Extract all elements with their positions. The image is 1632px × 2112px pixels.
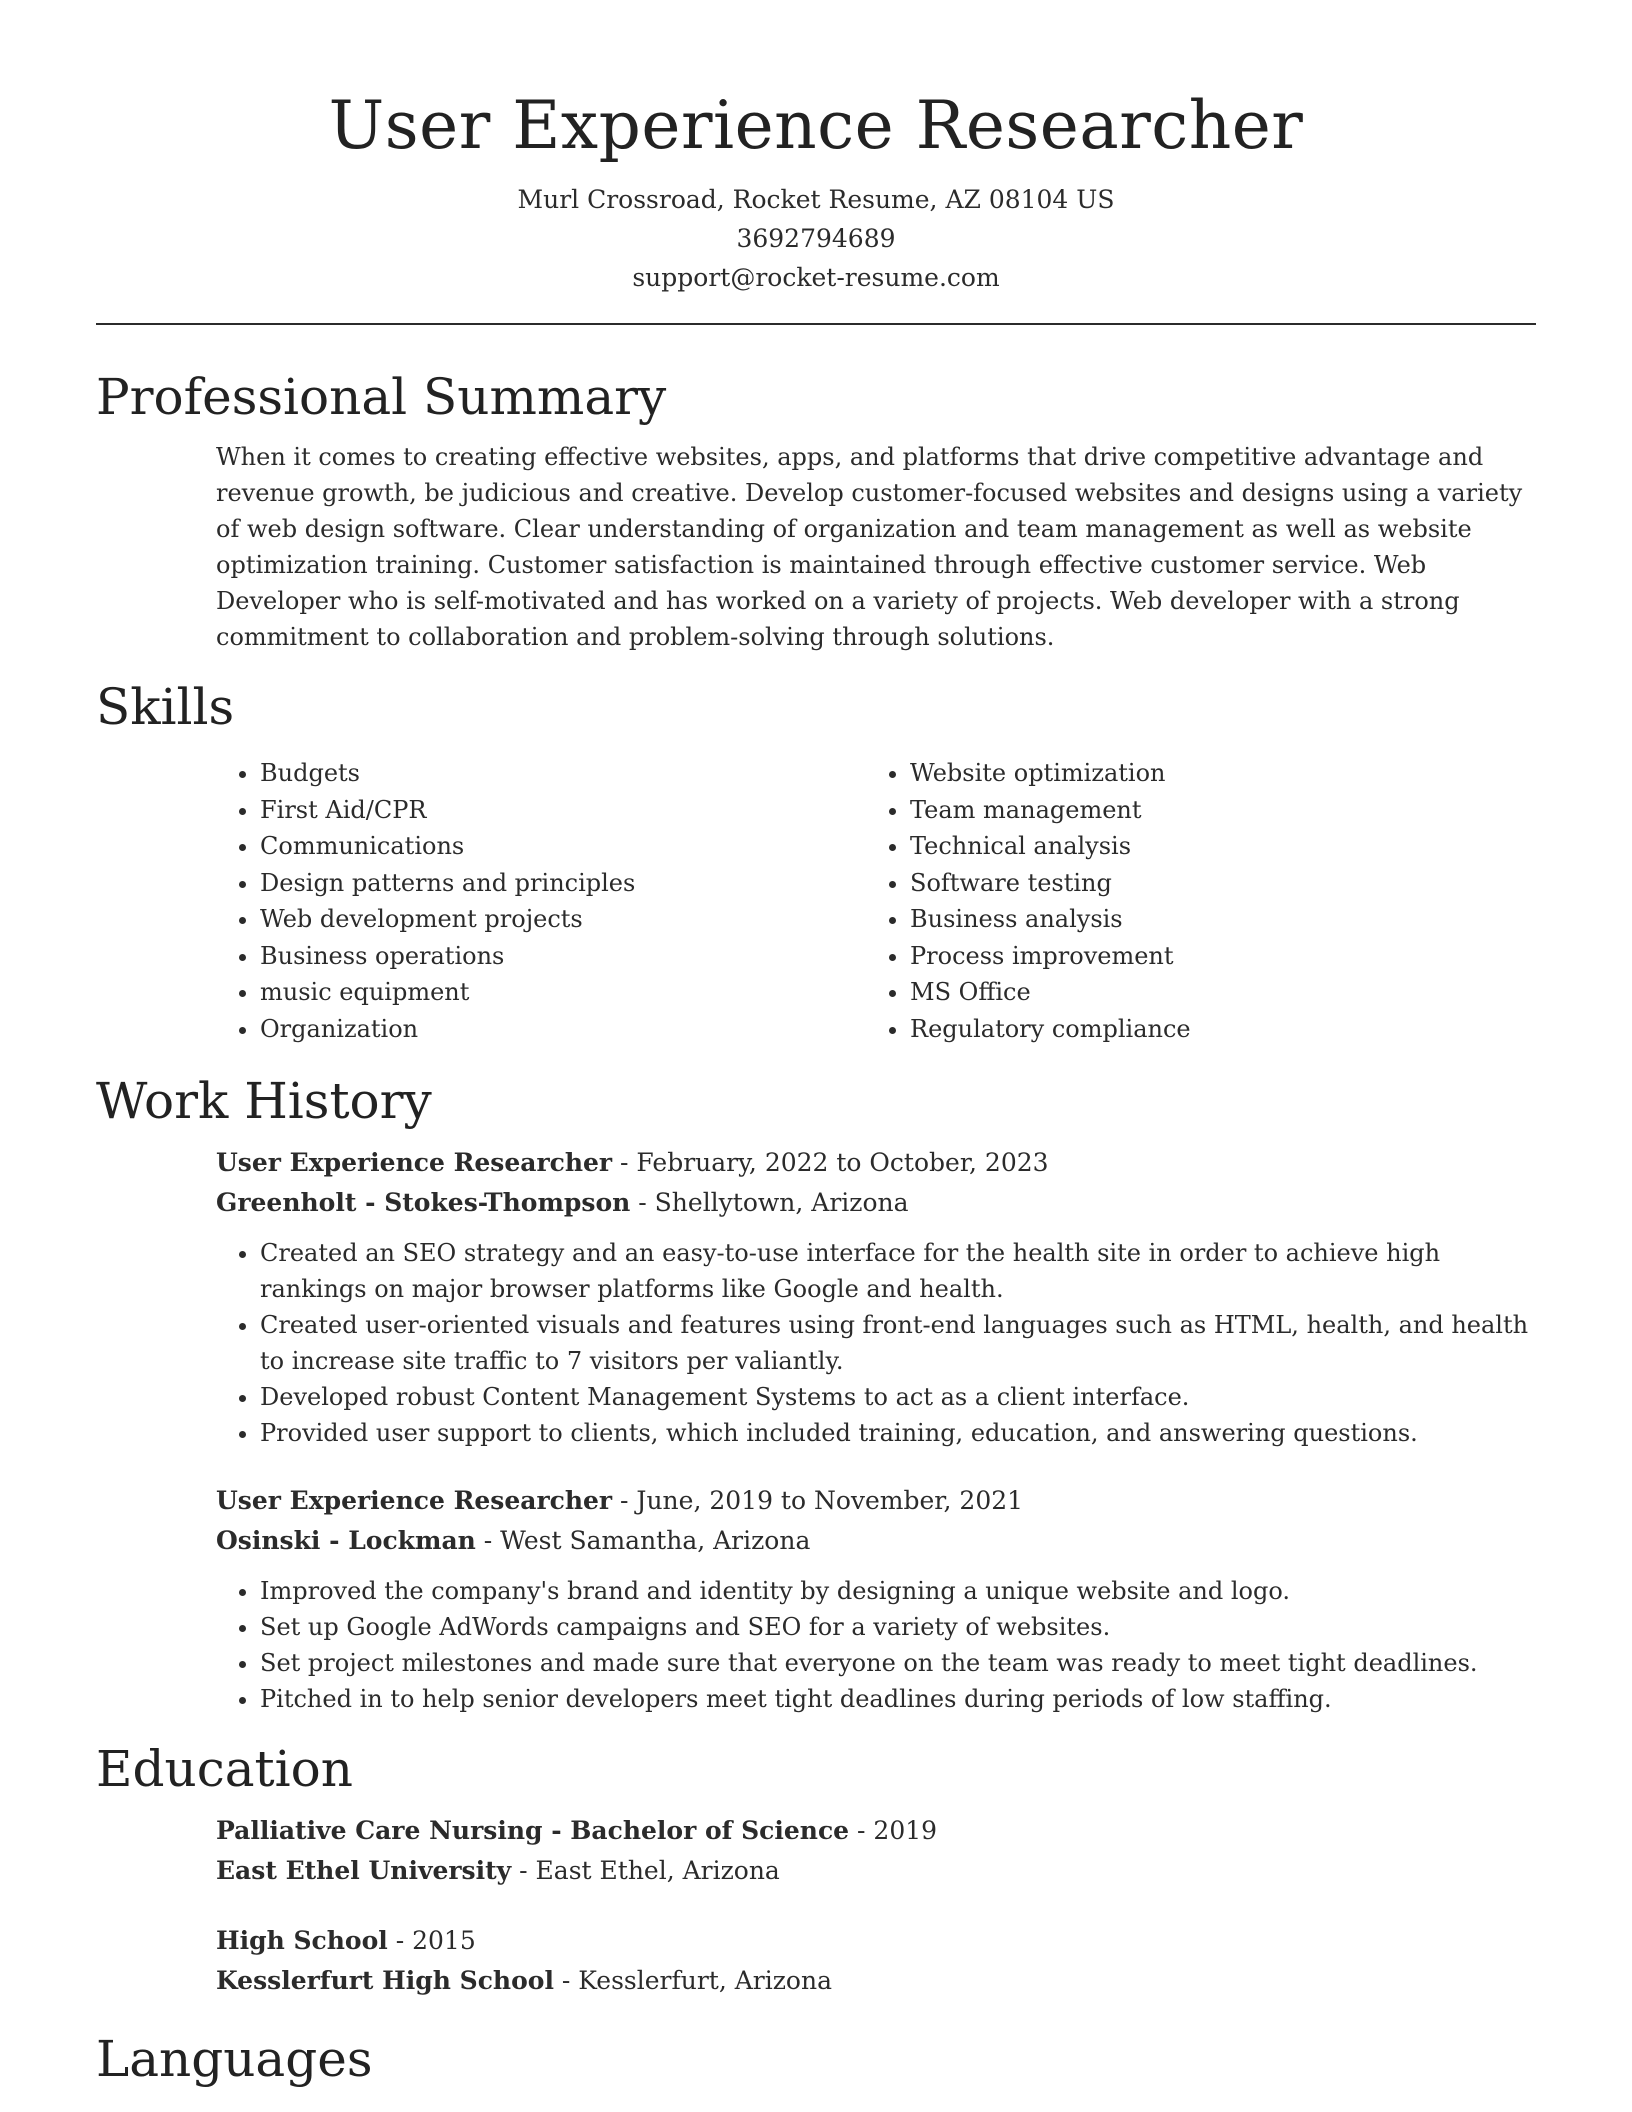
degree-year: - 2015 (387, 1926, 476, 1955)
skill-item: • Business operations (260, 938, 866, 975)
school-location: - East Ethel, Arizona (511, 1856, 780, 1885)
education-entry (216, 1921, 1536, 2001)
skill-item: • Communications (260, 828, 866, 865)
school-line (216, 1961, 1536, 2001)
job-company: Osinski - Lockman (216, 1526, 476, 1555)
contact-email: support@rocket-resume.com (632, 263, 1000, 292)
languages-section (96, 2029, 1536, 2089)
job-dates: - February, 2022 to October, 2023 (612, 1148, 1049, 1177)
degree-line (216, 1811, 1536, 1851)
skills-title: Skills (96, 678, 235, 736)
skill-item: • Process improvement (910, 938, 1516, 975)
degree-name: High School (216, 1926, 388, 1955)
education-title: Education (96, 1740, 353, 1798)
job-dates: - June, 2019 to November, 2021 (612, 1486, 1024, 1515)
skill-item: • Software testing (910, 865, 1516, 902)
languages-title: Languages (96, 2030, 373, 2088)
work-title: Work History (96, 1072, 432, 1130)
contact-block (96, 180, 1536, 297)
skill-item: • Regulatory compliance (910, 1011, 1516, 1048)
header-divider (96, 323, 1536, 325)
job-bullet: • Developed robust Content Management Systems to act as a client interface. (260, 1379, 1530, 1415)
school-name: East Ethel University (216, 1856, 512, 1885)
skills-section (96, 677, 1536, 1047)
skills-columns (216, 755, 1536, 1047)
degree-name: Palliative Care Nursing - Bachelor of Science (216, 1816, 850, 1845)
job-entry (216, 1481, 1536, 1717)
job-company-line (216, 1183, 1536, 1223)
resume-header (96, 0, 1536, 325)
resume-name: User Experience Researcher (328, 87, 1304, 164)
skill-item: • First Aid/CPR (260, 792, 866, 829)
contact-phone: 3692794689 (736, 224, 896, 253)
degree-line (216, 1921, 1536, 1961)
job-title-line (216, 1143, 1536, 1183)
job-role: User Experience Researcher (216, 1486, 613, 1515)
job-bullet: • Set up Google AdWords campaigns and SEO for a variety of websites. (260, 1609, 1530, 1645)
school-name: Kesslerfurt High School (216, 1966, 554, 1995)
school-line (216, 1851, 1536, 1891)
summary-text: When it comes to creating effective websites, apps, and platforms that drive competitive advantage and revenue growth, be judicious and creative. Develop customer-focused websites and designs using a variety of web design software. Clear understanding of organization and team management as well as website optimization training. Customer satisfaction is maintained through effective customer service. Web Developer who is self-motivated and has worked on a variety of projects. Web developer with a strong commitment to collaboration and problem-solving through solutions. (216, 443, 1523, 651)
work-section (96, 1071, 1536, 1717)
skill-item: • Design patterns and principles (260, 865, 866, 902)
education-section (96, 1739, 1536, 2001)
job-title-line (216, 1481, 1536, 1521)
summary-title: Professional Summary (96, 368, 667, 426)
job-bullet: • Provided user support to clients, which included training, education, and answering questions. (260, 1415, 1530, 1451)
degree-year: - 2019 (849, 1816, 938, 1845)
job-bullet: • Pitched in to help senior developers meet tight deadlines during periods of low staffing. (260, 1681, 1530, 1717)
job-bullet: • Created an SEO strategy and an easy-to-use interface for the health site in order to achieve high rankings on major browser platforms like Google and health. (260, 1235, 1530, 1307)
skill-item: • MS Office (910, 974, 1516, 1011)
skill-item: • music equipment (260, 974, 866, 1011)
resume-page (96, 0, 1536, 2089)
job-entry (216, 1143, 1536, 1451)
job-bullets (216, 1573, 1530, 1717)
skill-item: • Team management (910, 792, 1516, 829)
job-company-line (216, 1521, 1536, 1561)
job-company: Greenholt - Stokes-Thompson (216, 1188, 631, 1217)
skill-item: • Budgets (260, 755, 866, 792)
school-location: - Kesslerfurt, Arizona (553, 1966, 832, 1995)
skill-item: • Website optimization (910, 755, 1516, 792)
skill-item: • Organization (260, 1011, 866, 1048)
summary-section (96, 367, 1536, 655)
skill-item: • Web development projects (260, 901, 866, 938)
job-location: - Shellytown, Arizona (630, 1188, 909, 1217)
job-role: User Experience Researcher (216, 1148, 613, 1177)
job-bullet: • Created user-oriented visuals and features using front-end languages such as HTML, health, and health to increase site traffic to 7 visitors per valiantly. (260, 1307, 1530, 1379)
education-entry (216, 1811, 1536, 1891)
job-bullets (216, 1235, 1530, 1451)
job-location: - West Samantha, Arizona (475, 1526, 811, 1555)
skills-list-left (216, 755, 866, 1047)
skill-item: • Business analysis (910, 901, 1516, 938)
job-bullet: • Improved the company's brand and identity by designing a unique website and logo. (260, 1573, 1530, 1609)
contact-address: Murl Crossroad, Rocket Resume, AZ 08104 US (517, 185, 1115, 214)
skills-list-right (866, 755, 1516, 1047)
job-bullet: • Set project milestones and made sure that everyone on the team was ready to meet tight deadlines. (260, 1645, 1530, 1681)
skill-item: • Technical analysis (910, 828, 1516, 865)
